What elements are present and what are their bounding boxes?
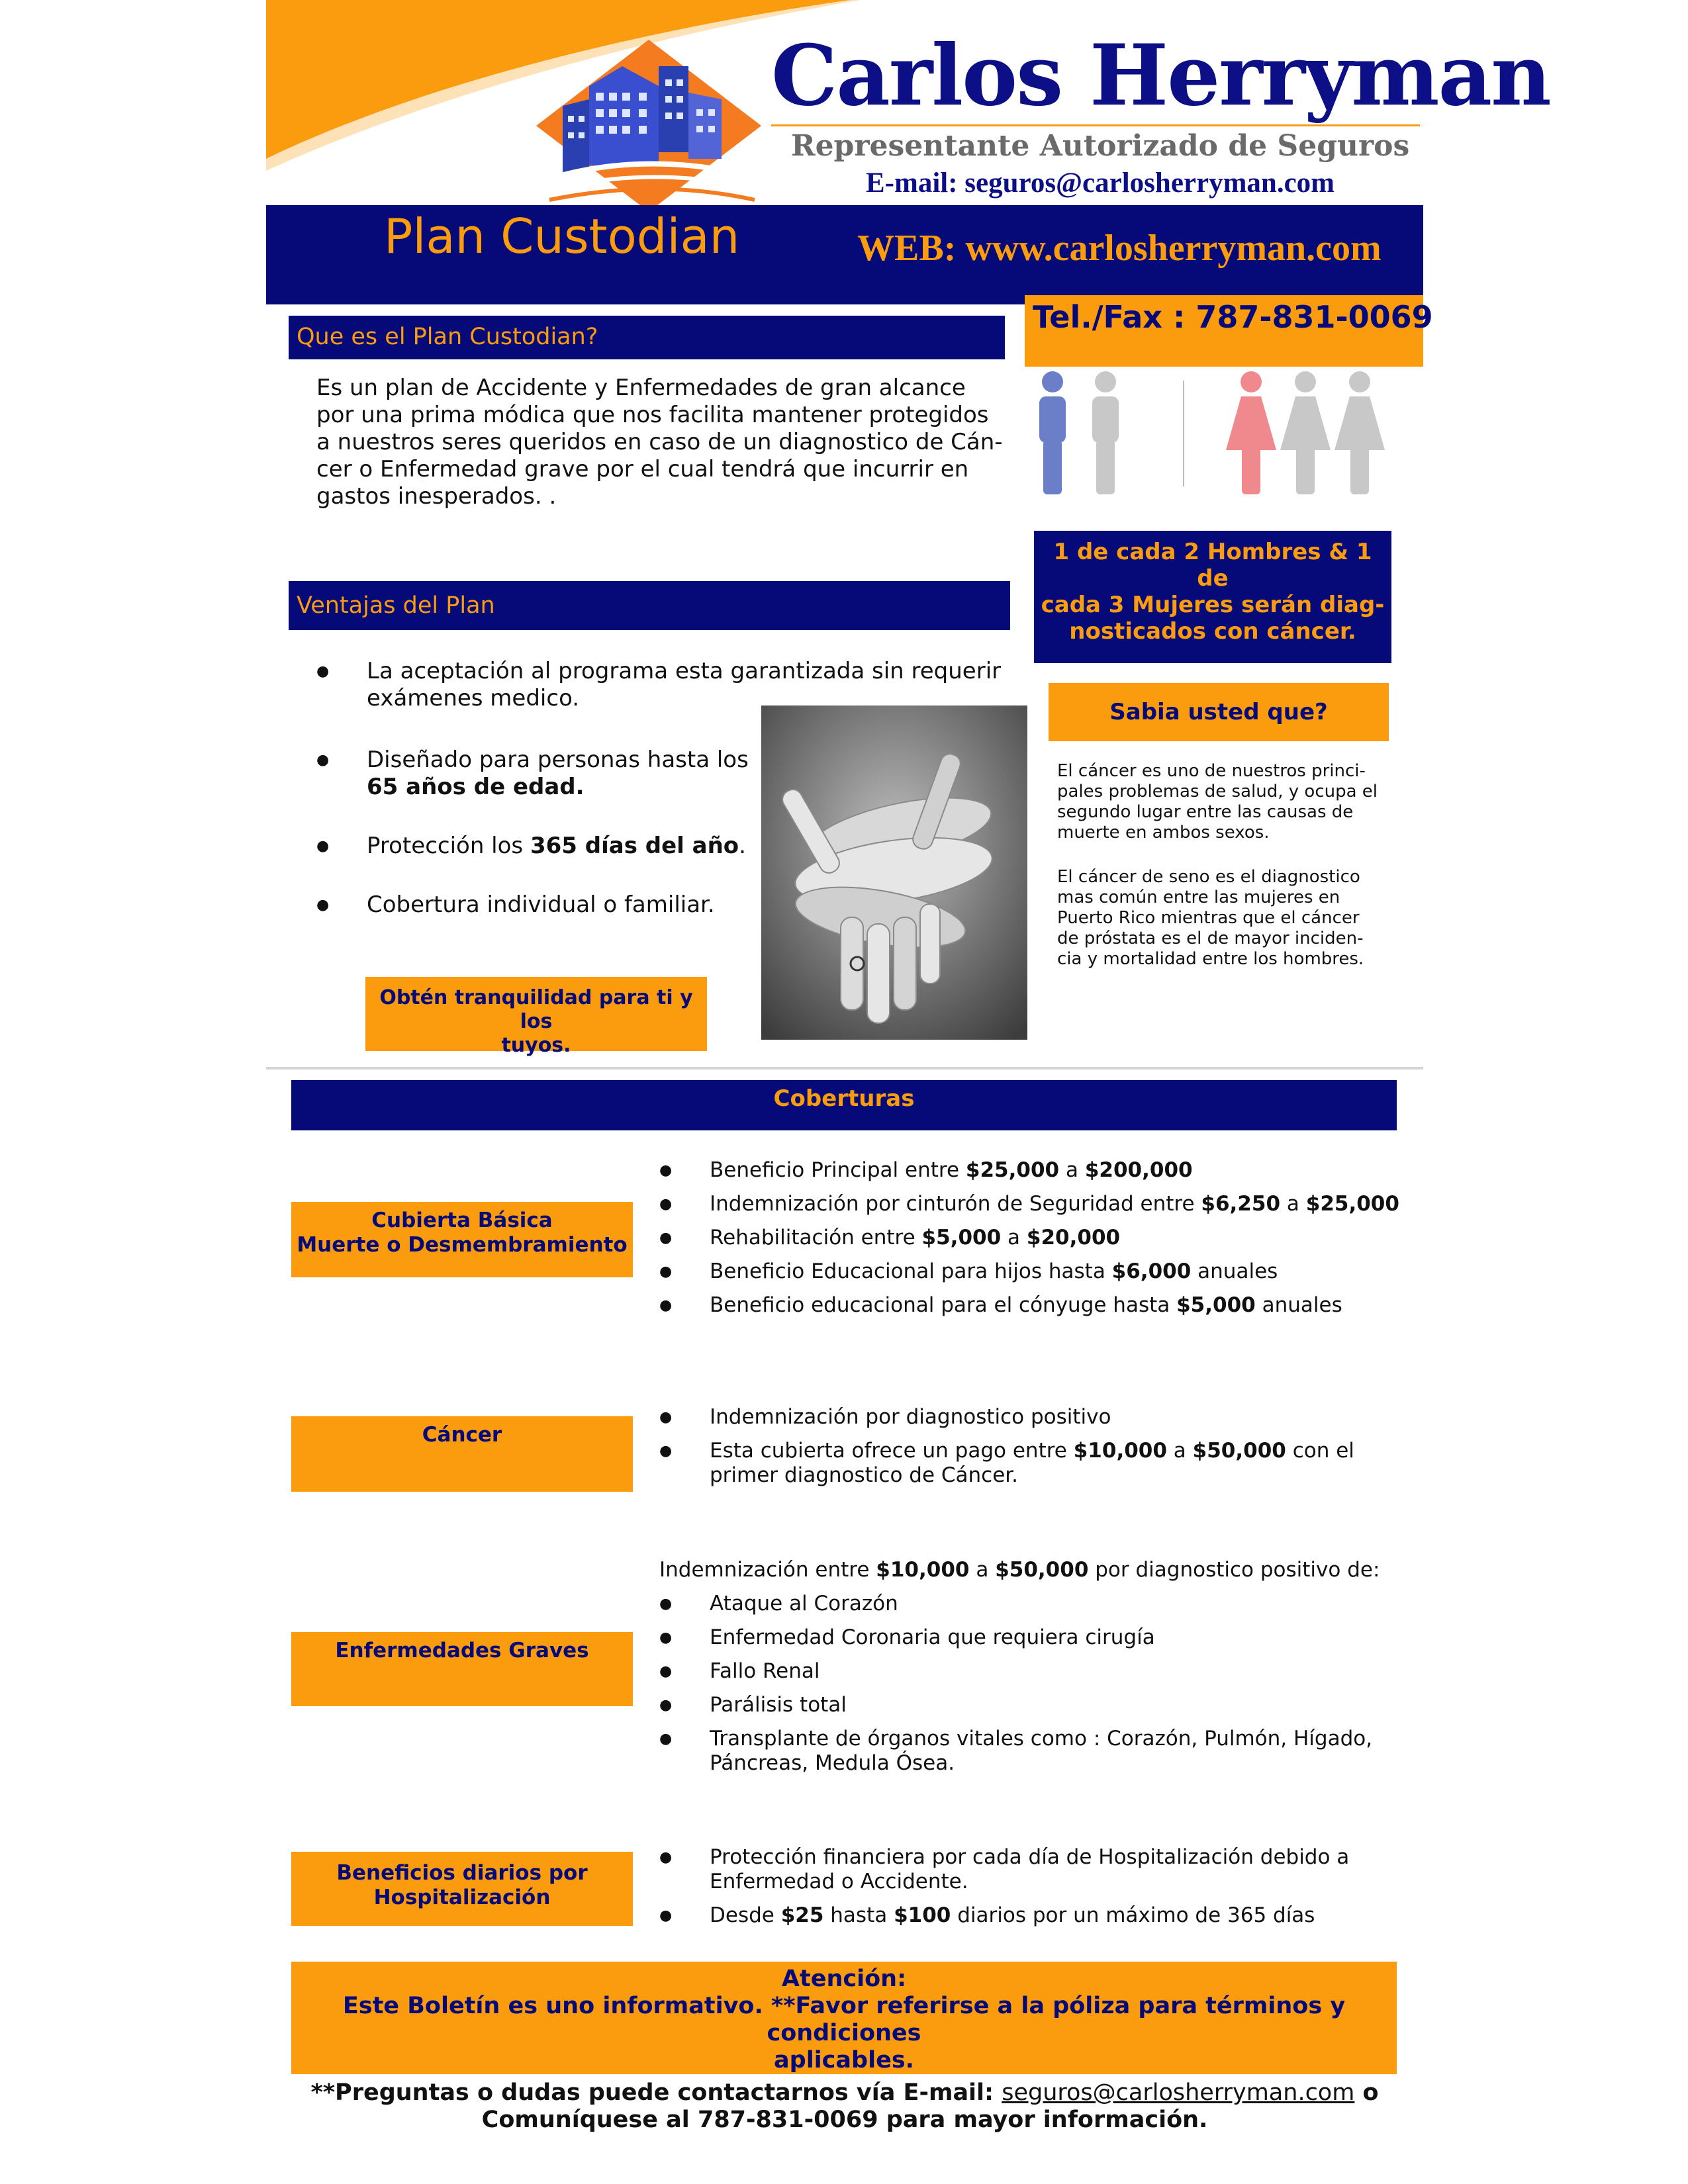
atencion-text: Este Boletín es uno informativo. **Favor referirse a la póliza para términos y condiciones xyxy=(342,1993,1346,2046)
man-icon xyxy=(1092,371,1119,494)
sabia-text: El cáncer es uno de nuestros princi- pales problemas de salud, y ocupa el segundo lugar entre las causas de muerte en ambos sexos. El cáncer de seno es el diagnostico mas común entre las mujeres en Puerto Rico mientras que el cáncer de próstata es el de mayor inciden- cia y mortalidad entre los hombres. xyxy=(1057,761,1378,969)
list-item: ● Beneficio Principal entre $25,000 a $200,000 xyxy=(659,1158,1414,1183)
atencion-box xyxy=(291,1962,1397,2074)
section-heading-ventajas: Ventajas del Plan xyxy=(289,581,1010,630)
list-item: ● Fallo Renal xyxy=(659,1659,1414,1684)
list-item: ● Rehabilitación entre $5,000 a $20,000 xyxy=(659,1226,1414,1250)
list-item: ● Esta cubierta ofrece un pago entre $10,000 a $50,000 con el primer diagnostico de Cáncer. xyxy=(659,1439,1414,1488)
cta-line: Obtén tranquilidad para ti y los xyxy=(379,986,693,1033)
list-item: ● Indemnización por diagnostico positivo xyxy=(659,1405,1414,1430)
woman-icon xyxy=(1226,371,1276,494)
list-item: ● Desde $25 hasta $100 diarios por un máximo de 365 días xyxy=(659,1903,1414,1928)
list-item: ● Beneficio Educacional para hijos hasta $6,000 anuales xyxy=(659,1259,1414,1284)
atencion-title: Atención: xyxy=(781,1966,907,1992)
cta-line: tuyos. xyxy=(501,1034,571,1057)
section-heading-que-es: Que es el Plan Custodian? xyxy=(289,316,1005,359)
section-divider xyxy=(266,1067,1423,1069)
woman-icon xyxy=(1335,371,1385,494)
sabia-heading-box xyxy=(1049,683,1389,741)
basica-benefits-list xyxy=(659,1158,1414,1327)
list-item: ● Transplante de órganos vitales como : Corazón, Pulmón, Hígado, Páncreas, Medula Ósea. xyxy=(659,1727,1414,1776)
graves-intro: Indemnización entre $10,000 a $50,000 por diagnostico positivo de: xyxy=(659,1558,1380,1582)
coberturas-heading-bar xyxy=(291,1080,1397,1130)
label-cubierta-basica: Cubierta Básica Muerte o Desmembramiento xyxy=(291,1202,633,1277)
list-item: ● Indemnización por cinturón de Seguridad entre $6,250 a $25,000 xyxy=(659,1192,1414,1216)
list-item: ● Beneficio educacional para el cónyuge hasta $5,000 anuales xyxy=(659,1293,1414,1318)
label-hospitalizacion: Beneficios diarios por Hospitalización xyxy=(291,1852,633,1926)
list-item: ● Protección los 365 días del año. xyxy=(316,833,1045,860)
company-subtitle: Representante Autorizado de Seguros xyxy=(791,129,1410,163)
list-item: ● La aceptación al programa esta garantizada sin requerir exámenes medico. xyxy=(316,658,1045,712)
cta-box xyxy=(365,977,707,1057)
stat-line: nosticados con cáncer. xyxy=(1069,618,1356,645)
header-email[interactable]: E-mail: seguros@carlosherryman.com xyxy=(866,167,1335,199)
stat-line: cada 3 Mujeres serán diag- xyxy=(1041,592,1385,618)
man-icon xyxy=(1039,371,1066,494)
people-icon-group xyxy=(1026,367,1397,500)
footer-email-link[interactable]: seguros@carlosherryman.com xyxy=(1002,2079,1355,2106)
woman-icon xyxy=(1280,371,1331,494)
hospital-benefits-list xyxy=(659,1845,1414,1937)
company-name: Carlos Herryman xyxy=(771,26,1550,124)
atencion-text: aplicables. xyxy=(774,2047,914,2073)
list-item: ● Cobertura individual o familiar. xyxy=(316,891,1045,919)
list-item: ● Protección financiera por cada día de Hospitalización debido a Enfermedad o Accidente. xyxy=(659,1845,1414,1894)
list-item: ● Enfermedad Coronaria que requiera cirugía xyxy=(659,1625,1414,1650)
sabia-heading: Sabia usted que? xyxy=(1109,699,1328,725)
company-logo xyxy=(523,26,774,212)
coberturas-heading: Coberturas xyxy=(773,1085,915,1112)
que-es-description: Es un plan de Accidente y Enfermedades de gran alcance por una prima módica que nos facilita mantener protegidos a nuestros seres queridos en caso de un diagnostico de Cán- cer o Enfermedad grave por el cual tendrá que incurrir en gastos inesperados. . xyxy=(316,375,1003,510)
cancer-benefits-list xyxy=(659,1405,1414,1497)
plan-title: Plan Custodian xyxy=(384,208,740,264)
cancer-stat-box xyxy=(1034,531,1391,663)
list-item: ● Ataque al Corazón xyxy=(659,1592,1414,1616)
title-divider xyxy=(771,124,1420,126)
list-item: ● Parálisis total xyxy=(659,1693,1414,1717)
header-website[interactable]: WEB: www.carlosherryman.com xyxy=(857,228,1382,269)
hands-photo xyxy=(761,705,1027,1040)
graves-conditions-list xyxy=(659,1592,1414,1785)
footer-contact: **Preguntas o dudas puede contactarnos vía E-mail: seguros@carlosherryman.com o Comuníquese al 787-831-0069 para mayor información. xyxy=(310,2079,1379,2133)
stat-line: 1 de cada 2 Hombres & 1 de xyxy=(1053,539,1372,592)
list-item: ● Diseñado para personas hasta los 65 años de edad. xyxy=(316,747,1045,801)
label-enfermedades-graves: Enfermedades Graves xyxy=(291,1632,633,1706)
phone-number: Tel./Fax : 787-831-0069 xyxy=(1033,299,1433,335)
label-cancer: Cáncer xyxy=(291,1416,633,1492)
